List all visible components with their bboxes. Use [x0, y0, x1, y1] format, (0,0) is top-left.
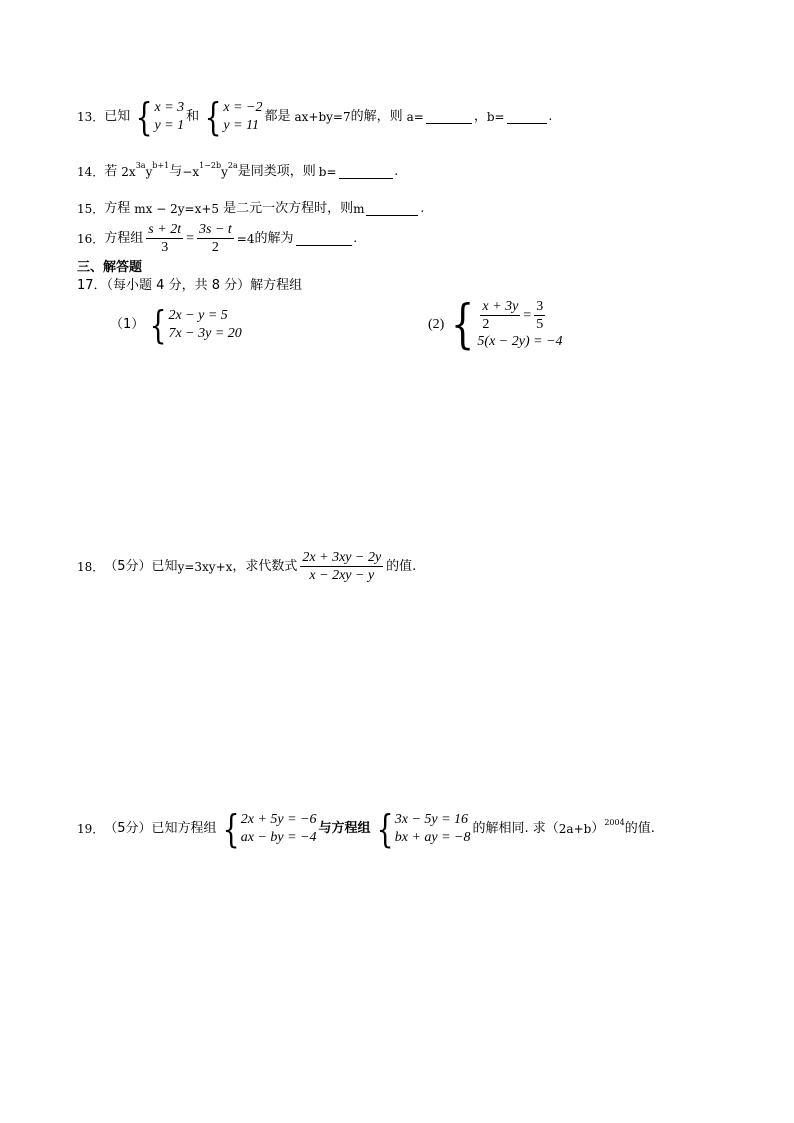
q16-fraction-2 [197, 221, 234, 256]
q14-term2-y: y [221, 165, 228, 179]
q13-text-4: 的解，则 [350, 109, 403, 124]
q17-p1-row2: 7x − 3y = 20 [168, 326, 242, 341]
q19-sys2-row2: bx + ay = −8 [394, 830, 471, 845]
q18-frac-denominator: x − 2xy − y [309, 568, 375, 583]
q17-p2-frac-numerator: x + 3y [482, 299, 519, 314]
q19-text-1: （5分）已知方程组 [104, 821, 217, 836]
question-17-part-2 [428, 294, 565, 355]
question-14 [77, 163, 398, 181]
question-15 [77, 200, 424, 218]
q16-text-2: 的解为 [254, 230, 294, 246]
q15-m-blank[interactable] [366, 202, 418, 216]
q13-sys2-row2: y = 11 [223, 118, 259, 133]
q16-answer-blank[interactable] [296, 232, 352, 246]
q19-text-4: ） [591, 821, 605, 836]
q13-b-label: b= [486, 110, 505, 124]
q15-end: . [420, 201, 424, 216]
q17-p2-row2: 5(x − 2y) = −4 [477, 334, 563, 349]
q19-system-1 [219, 807, 317, 851]
q16-frac1-denominator: 3 [161, 240, 169, 255]
q16-end: . [353, 230, 358, 246]
q13-system-2 [201, 95, 263, 139]
q17-part2-system [446, 294, 563, 355]
q18-number: 18． [77, 559, 105, 574]
brace-icon: { [135, 95, 153, 139]
q15-equation: mx − 2y=x+5 [134, 202, 220, 216]
q13-equation: ax+by=7 [294, 110, 351, 124]
q14-b-blank[interactable] [339, 165, 393, 179]
q15-number: 15． [77, 202, 105, 216]
question-19 [77, 807, 655, 851]
q17-p2-equals: = [523, 307, 532, 323]
question-17-text: 17．（每小题 4 分，共 8 分）解方程组 [77, 278, 303, 293]
question-18 [77, 549, 416, 584]
q13-number: 13． [77, 110, 105, 124]
q19-exponent: 2004 [604, 818, 625, 827]
q19-system-2 [373, 807, 471, 851]
q14-text-2: 与 [169, 164, 183, 179]
brace-icon: { [149, 303, 167, 347]
q16-frac2-denominator: 2 [211, 240, 219, 255]
q19-expression: 2a+b [558, 822, 592, 836]
q16-frac1-numerator: s + 2t [148, 222, 182, 237]
brace-icon: { [451, 294, 475, 355]
q18-given: y=3xy+x [177, 559, 233, 574]
question-13 [77, 95, 553, 139]
q14-number: 14． [77, 165, 105, 179]
q17-p2-right-fraction [534, 298, 545, 333]
q18-fraction [300, 549, 383, 584]
q13-b-blank[interactable] [507, 110, 547, 124]
q14-term1-base: 2x [121, 165, 136, 179]
q14-term2-exp2: 2a [227, 161, 238, 170]
q13-sys1-row2: y = 1 [154, 118, 185, 133]
q14-term2-base: −x [182, 165, 200, 179]
brace-icon: { [376, 807, 394, 851]
q13-a-label: a= [406, 110, 424, 124]
q18-text-3: 的值. [386, 558, 417, 574]
q19-number: 19． [77, 822, 105, 836]
q16-frac2-numerator: 3s − t [199, 222, 232, 237]
q19-text-2: 与方程组 [318, 821, 371, 836]
q19-text-3: 的解相同. 求（ [472, 821, 559, 836]
q17-p2-left-fraction [480, 298, 520, 333]
q13-sys1-row1: x = 3 [154, 100, 185, 115]
q13-end: . [548, 109, 553, 124]
q17-part1-system [146, 303, 242, 347]
q16-number: 16． [77, 231, 105, 246]
section-heading: 三、解答题 [77, 260, 143, 275]
brace-icon: { [222, 807, 240, 851]
q17-part2-label: (2) [428, 316, 445, 332]
q18-text-2: ，求代数式 [232, 558, 298, 574]
q15-m-label: m [353, 202, 365, 216]
q19-sys1-row2: ax − by = −4 [240, 830, 317, 845]
q15-text-2: 是二元一次方程时，则 [223, 201, 354, 216]
q13-text-2: 和 [186, 109, 200, 124]
q14-text-3: 是同类项，则 [237, 164, 316, 179]
q16-text-1: 方程组 [104, 230, 144, 246]
q18-text-1: （5分）已知 [104, 558, 178, 574]
q17-p1-row1: 2x − y = 5 [168, 308, 228, 323]
q14-text-1: 若 [104, 164, 118, 179]
question-16 [77, 221, 357, 256]
question-17-part-1 [110, 303, 244, 347]
q19-text-5: 的值. [624, 821, 655, 836]
q14-term1-y: y [145, 165, 153, 179]
q14-term1-exp1: 3a [135, 161, 146, 170]
q17-part1-label: （1） [110, 317, 145, 332]
q13-a-blank[interactable] [426, 110, 472, 124]
q14-b-label: b= [318, 165, 337, 179]
q17-p2-frac-denominator: 2 [482, 317, 490, 332]
q14-term2-exp1: 1−2b [199, 161, 222, 170]
brace-icon: { [204, 95, 222, 139]
q16-equals-2: =4 [236, 231, 255, 246]
q18-frac-numerator: 2x + 3xy − 2y [302, 550, 382, 565]
q17-p2-rfrac-denominator: 5 [536, 317, 544, 332]
q15-text-1: 方程 [104, 201, 131, 216]
q19-sys2-row1: 3x − 5y = 16 [394, 812, 469, 827]
q13-sys2-row1: x = −2 [223, 100, 263, 115]
q13-text-3: 都是 [264, 109, 291, 124]
q16-fraction-1 [146, 221, 183, 256]
q13-text-1: 已知 [104, 109, 131, 124]
q14-term1-exp2: b+1 [152, 161, 170, 170]
q13-system-1 [132, 95, 185, 139]
q17-p2-rfrac-numerator: 3 [536, 299, 544, 314]
q13-text-5: ， [473, 109, 487, 124]
q14-end: . [394, 164, 399, 179]
q19-sys1-row1: 2x + 5y = −6 [240, 812, 317, 827]
q16-equals-1: = [186, 230, 194, 246]
